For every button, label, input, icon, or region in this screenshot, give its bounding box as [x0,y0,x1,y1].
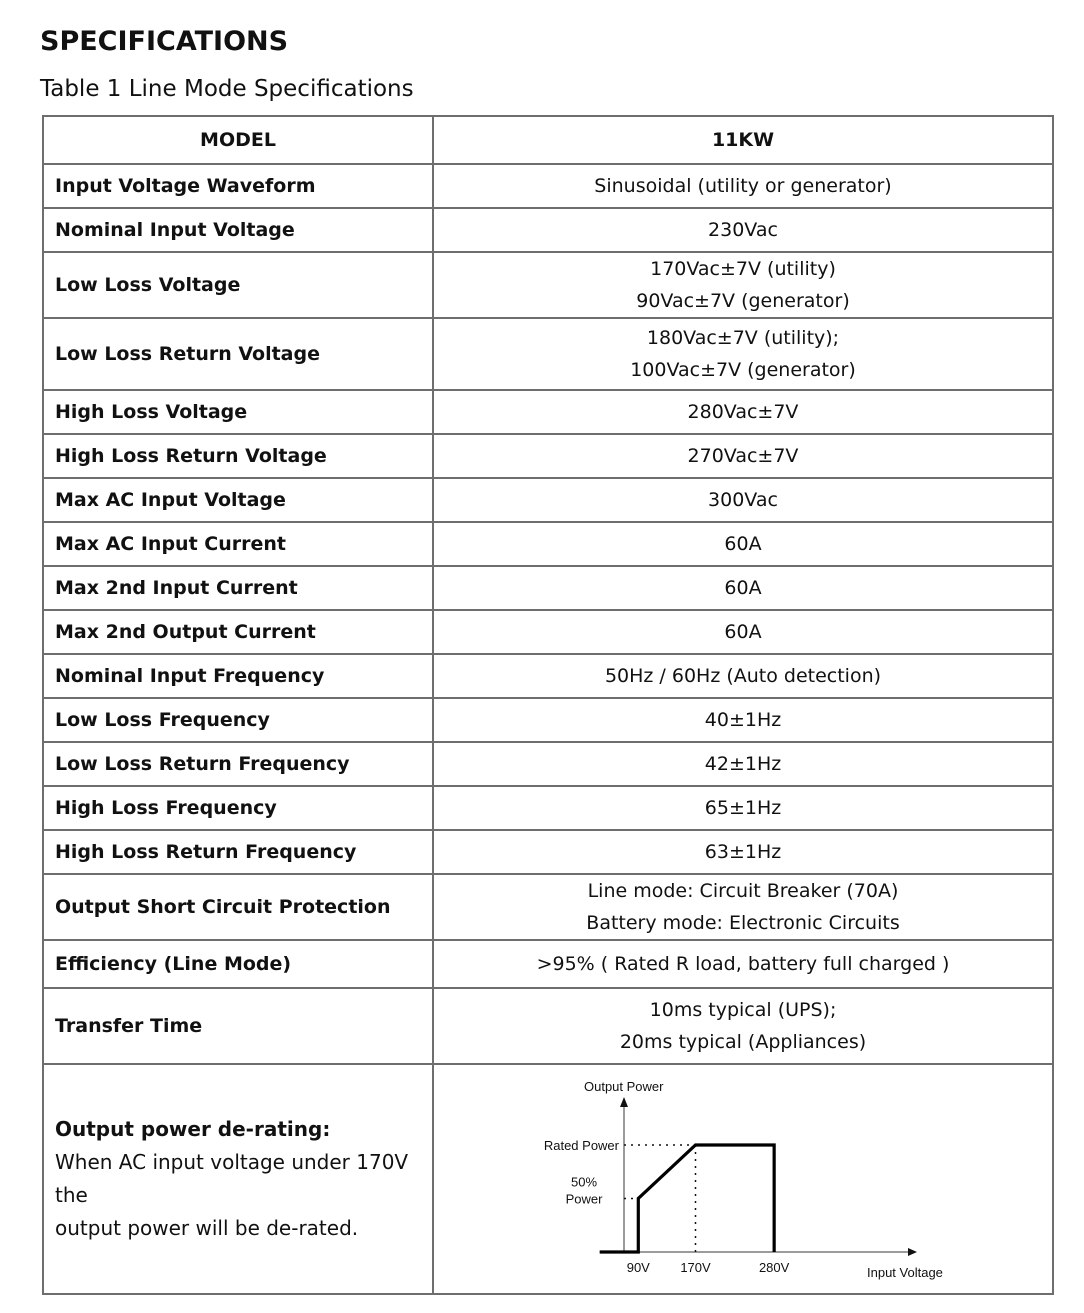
x-tick-label: 280V [758,1260,790,1275]
spec-value [433,698,1053,742]
spec-value-line: >95% ( Rated R load, battery full charged ) [536,953,950,975]
spec-label: Low Loss Voltage [43,252,433,318]
spec-row-transfer-time [43,988,1053,1064]
spec-label: Max 2nd Input Current [43,566,433,610]
spec-label: High Loss Return Frequency [43,830,433,874]
spec-row-high-loss-return-frequency [43,830,1053,874]
spec-value [433,566,1053,610]
spec-value-line: 20ms typical (Appliances) [619,1031,867,1053]
y-tick-label: 50% [570,1174,598,1190]
spec-value-line: 10ms typical (UPS); [649,999,837,1021]
spec-value [433,522,1053,566]
spec-row-high-loss-voltage [43,390,1053,434]
spec-row-output-short-circuit-protection [43,874,1053,940]
spec-value-line: 65±1Hz [704,797,782,819]
spec-value-line: 280Vac±7V [687,401,799,423]
spec-value-line: Sinusoidal (utility or generator) [594,175,892,197]
spec-row-high-loss-return-voltage [43,434,1053,478]
spec-value-line: 170Vac±7V (utility) [650,258,836,280]
spec-label: Max AC Input Current [43,522,433,566]
spec-value [433,390,1053,434]
spec-value-line: Line mode: Circuit Breaker (70A) [587,880,899,902]
spec-value-line: 50Hz / 60Hz (Auto detection) [604,665,882,687]
spec-label: Low Loss Return Frequency [43,742,433,786]
spec-value [433,874,1053,940]
spec-value [433,786,1053,830]
spec-label: Low Loss Frequency [43,698,433,742]
spec-label: Max 2nd Output Current [43,610,433,654]
x-tick-label: 170V [680,1260,711,1275]
spec-value [433,478,1053,522]
spec-row-low-loss-frequency [43,698,1053,742]
spec-row-nominal-input-frequency [43,654,1053,698]
spec-value [433,742,1053,786]
spec-value-line: 270Vac±7V [687,445,799,467]
spec-label: High Loss Return Voltage [43,434,433,478]
spec-row-efficiency-line-mode [43,940,1053,988]
spec-row-input-voltage-waveform [43,164,1053,208]
derating-title: Output power de-rating: [55,1117,331,1141]
spec-value-line: 60A [724,621,762,643]
spec-label: Max AC Input Voltage [43,478,433,522]
y-axis-label: Output Power [584,1079,664,1094]
table-caption: Table 1 Line Mode Specifications [40,76,414,102]
spec-value [433,318,1053,390]
spec-value-line: Battery mode: Electronic Circuits [586,912,900,934]
derating-chart [434,1065,1054,1293]
spec-value-line: 63±1Hz [704,841,782,863]
x-axis-arrow-icon [908,1248,917,1256]
derating-text-line: output power will be de-rated. [55,1216,359,1240]
spec-label: High Loss Frequency [43,786,433,830]
header-model-value: 11KW [433,116,1053,164]
spec-value [433,654,1053,698]
y-tick-label: Rated Power [543,1138,619,1153]
spec-row-max-ac-input-current [43,522,1053,566]
spec-value-line: 60A [724,533,762,555]
spec-value-line: 100Vac±7V (generator) [630,359,856,381]
spec-value [433,164,1053,208]
spec-value-line: 90Vac±7V (generator) [636,290,850,312]
spec-label: Output Short Circuit Protection [43,874,433,940]
page-heading: SPECIFICATIONS [40,26,289,57]
spec-row-max-2nd-output-current [43,610,1053,654]
table-header-row [43,116,1053,164]
spec-value [433,830,1053,874]
spec-value [433,434,1053,478]
spec-value [433,988,1053,1064]
spec-label: Nominal Input Voltage [43,208,433,252]
spec-value [433,940,1053,988]
line-mode-spec-table [42,115,1054,1295]
spec-row-low-loss-return-frequency [43,742,1053,786]
spec-value-line: 180Vac±7V (utility); [646,327,840,349]
spec-value [433,208,1053,252]
spec-row-low-loss-voltage [43,252,1053,318]
spec-label: Input Voltage Waveform [43,164,433,208]
spec-value-line: 42±1Hz [704,753,782,775]
spec-label: Low Loss Return Voltage [43,318,433,390]
y-axis-arrow-icon [620,1097,628,1107]
x-tick-label: 90V [626,1260,650,1275]
spec-row-max-ac-input-voltage [43,478,1053,522]
spec-value [433,610,1053,654]
spec-value-line: 40±1Hz [704,709,782,731]
spec-row-nominal-input-voltage [43,208,1053,252]
spec-value-line: 60A [724,577,762,599]
spec-row-max-2nd-input-current [43,566,1053,610]
header-model-label: MODEL [43,116,433,164]
spec-label: Nominal Input Frequency [43,654,433,698]
spec-value-line: 230Vac [708,219,778,241]
spec-row-output-power-derating [43,1064,1053,1294]
spec-label: Efficiency (Line Mode) [43,940,433,988]
derating-text-line: When AC input voltage under 170V the [55,1150,409,1207]
derating-description [43,1064,433,1294]
spec-row-high-loss-frequency [43,786,1053,830]
spec-row-low-loss-return-voltage [43,318,1053,390]
x-axis-label: Input Voltage [867,1265,943,1280]
spec-label: High Loss Voltage [43,390,433,434]
spec-label: Transfer Time [43,988,433,1064]
y-tick-label: Power [565,1191,603,1207]
derating-chart-cell [433,1064,1053,1294]
spec-value [433,252,1053,318]
spec-value-line: 300Vac [708,489,778,511]
